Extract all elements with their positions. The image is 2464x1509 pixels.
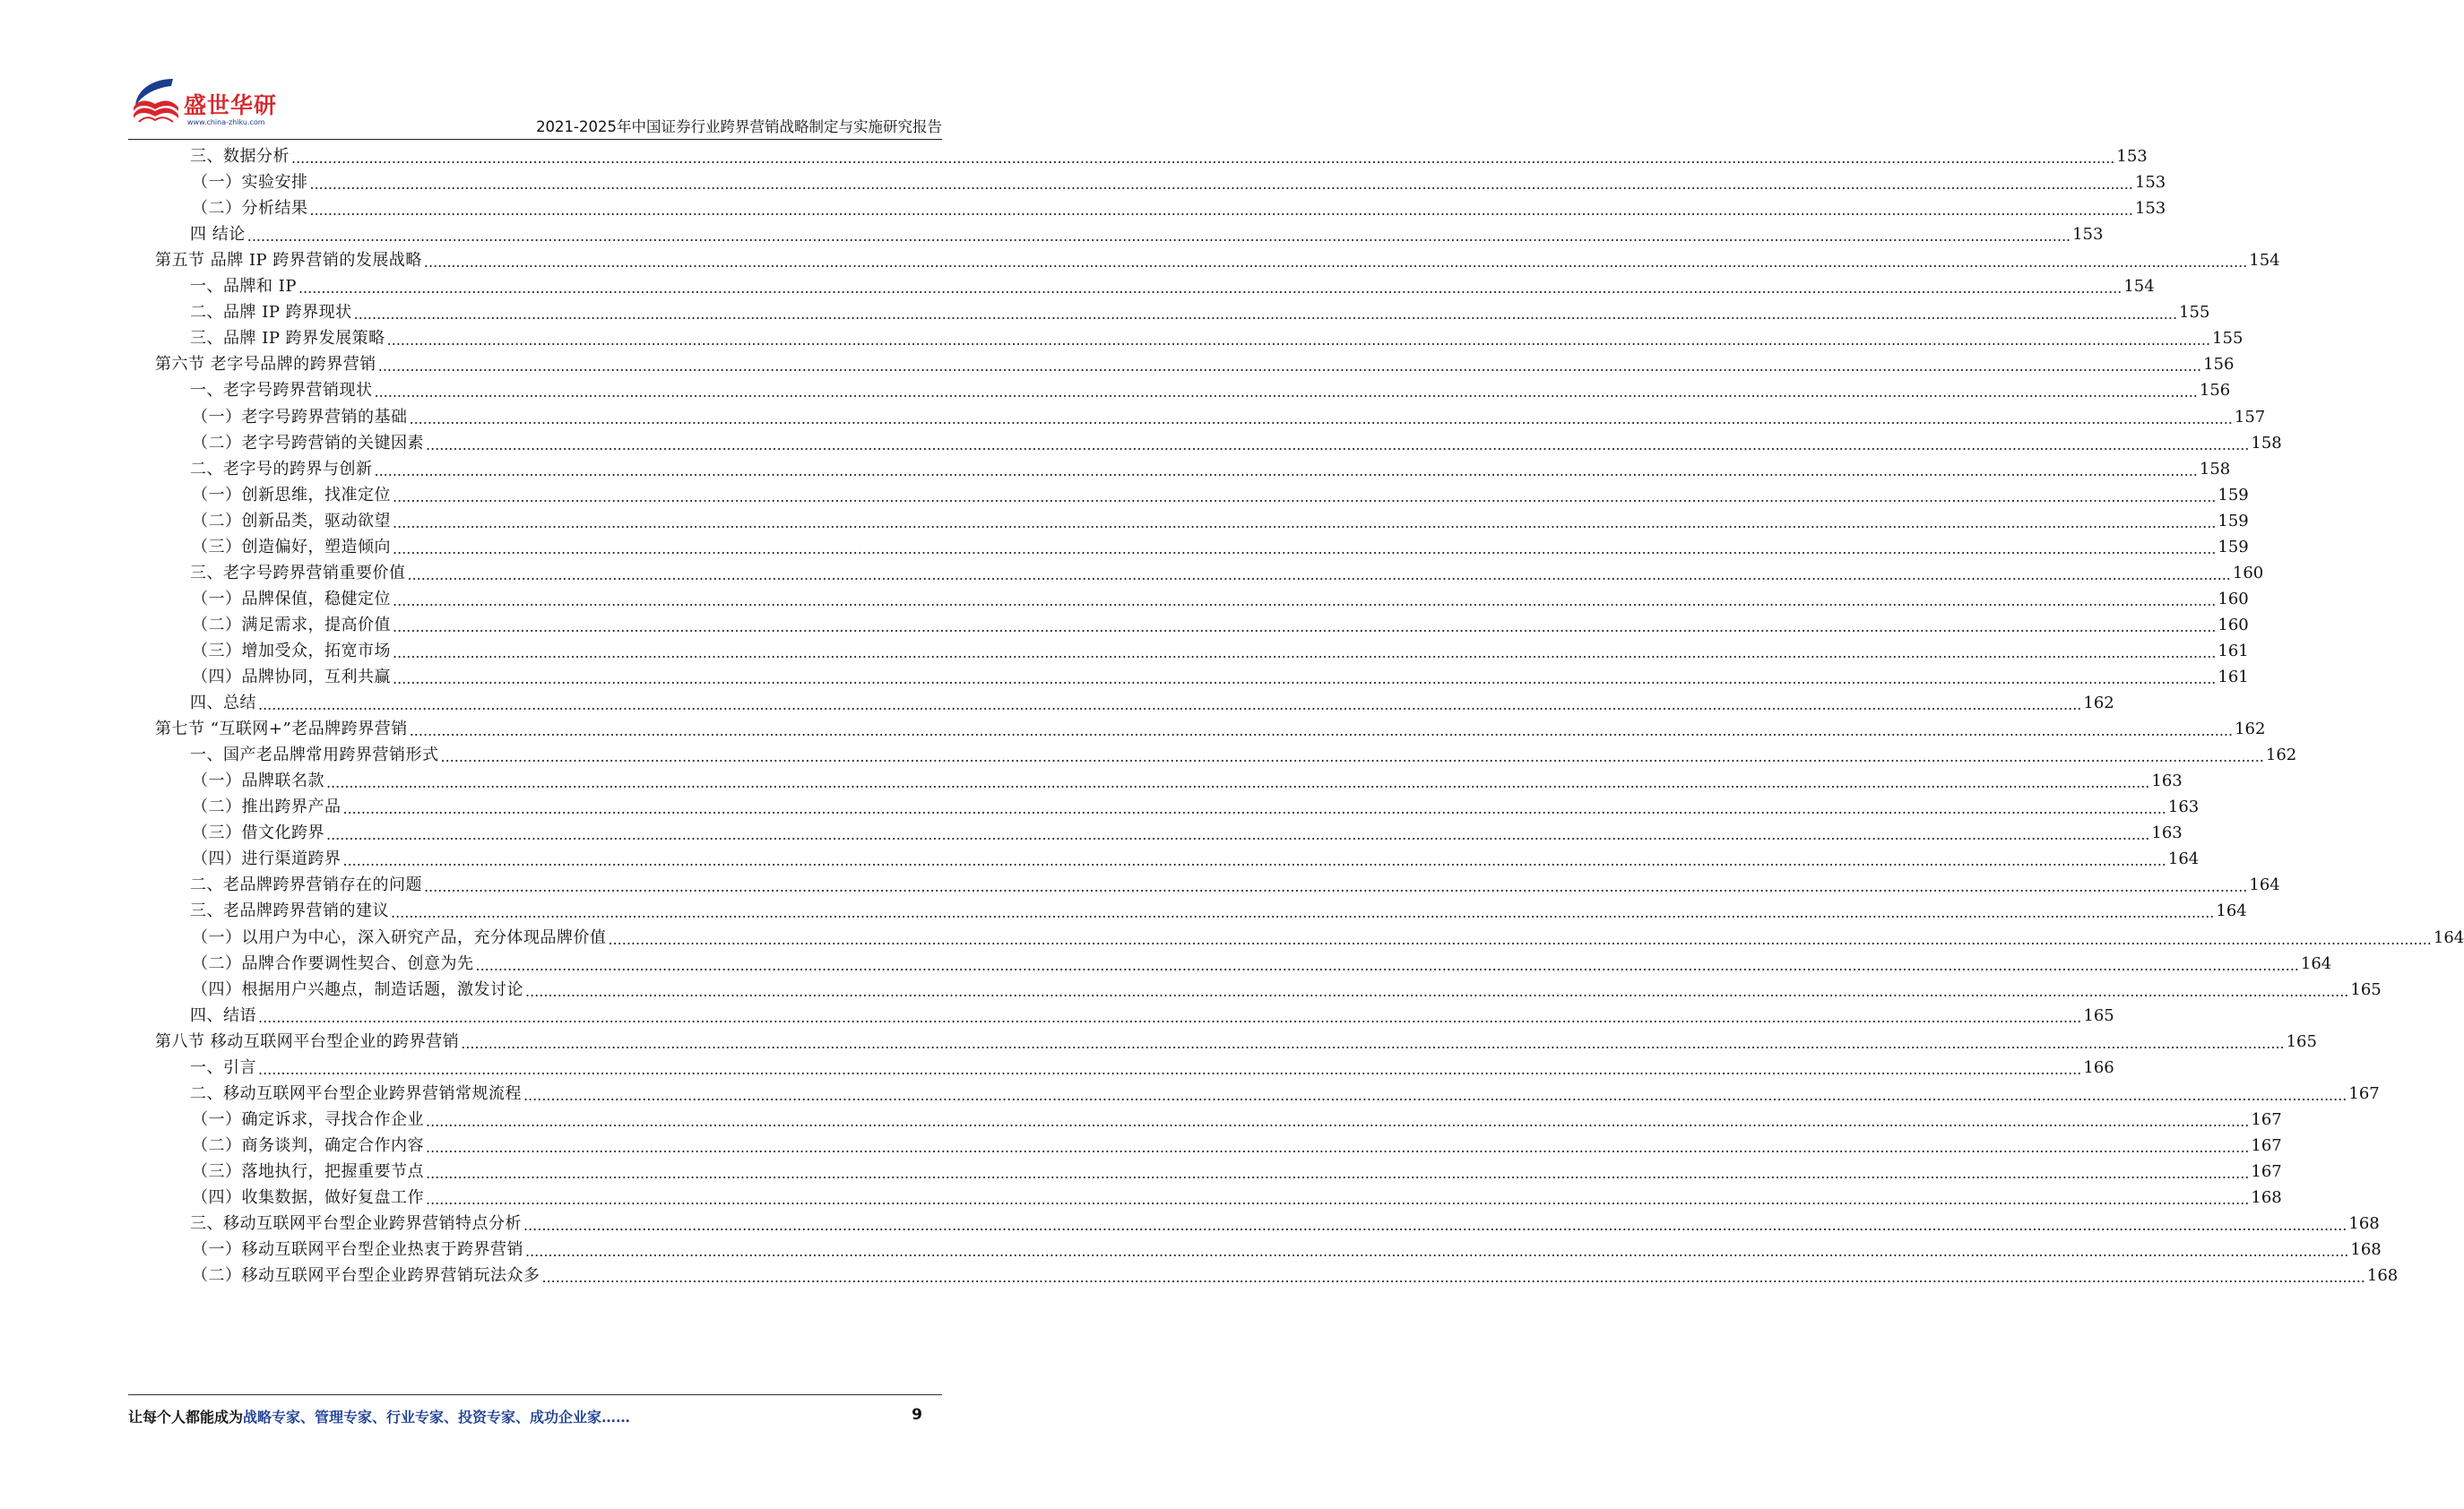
toc-entry-title: （二）创新品类，驱动欲望 xyxy=(192,511,391,530)
toc-entry[interactable] xyxy=(155,350,2235,378)
toc-entry[interactable] xyxy=(190,324,2244,352)
toc-leader-dots: ................................................................................................................................................................................................................................................................................................................................................................................................................ xyxy=(393,539,2217,557)
toc-entry-page: 153 xyxy=(2134,199,2166,219)
toc-entry-title: （三）创造偏好，塑造倾向 xyxy=(192,537,391,556)
toc-entry-title: 三、移动互联网平台型企业跨界营销特点分析 xyxy=(190,1214,522,1234)
toc-entry[interactable] xyxy=(190,298,2210,326)
toc-entry-page: 168 xyxy=(2366,1266,2399,1286)
toc-entry[interactable] xyxy=(192,1262,2399,1289)
toc-entry-page: 162 xyxy=(2235,720,2266,739)
toc-entry[interactable] xyxy=(192,845,2200,873)
toc-entry-title: （三）借文化跨界 xyxy=(192,823,324,843)
toc-leader-dots: ................................................................................................................................................................................................................................................................................................................................................................................................................ xyxy=(525,982,2349,1000)
company-logo xyxy=(128,75,285,138)
toc-entry-page: 167 xyxy=(2251,1135,2282,1155)
toc-entry[interactable] xyxy=(190,376,2231,404)
toc-entry[interactable] xyxy=(192,194,2166,222)
toc-entry-page: 161 xyxy=(2218,668,2249,686)
toc-leader-dots: ................................................................................................................................................................................................................................................................................................................................................................................................................ xyxy=(326,774,2150,792)
toc-entry-title: 三、老品牌跨界营销的建议 xyxy=(190,901,389,921)
toc-leader-dots: ................................................................................................................................................................................................................................................................................................................................................................................................................ xyxy=(407,565,2231,583)
toc-entry[interactable] xyxy=(192,585,2249,613)
toc-entry[interactable] xyxy=(192,819,2183,847)
toc-leader-dots: ................................................................................................................................................................................................................................................................................................................................................................................................................ xyxy=(409,722,2234,740)
toc-entry[interactable] xyxy=(192,1236,2382,1263)
toc-entry[interactable] xyxy=(155,246,2280,274)
toc-entry[interactable] xyxy=(190,871,2280,899)
toc-leader-dots: ................................................................................................................................................................................................................................................................................................................................................................................................................ xyxy=(393,591,2217,609)
toc-entry-page: 164 xyxy=(2249,875,2280,895)
toc-entry-title: 三、品牌 IP 跨界发展策略 xyxy=(190,329,385,349)
page-header xyxy=(128,70,942,142)
toc-entry-page: 166 xyxy=(2083,1057,2114,1077)
toc-entry-title: （四）根据用户兴趣点，制造话题，激发讨论 xyxy=(192,979,523,999)
toc-entry-page: 167 xyxy=(2251,1161,2282,1181)
toc-leader-dots: ................................................................................................................................................................................................................................................................................................................................................................................................................ xyxy=(423,254,2248,272)
toc-entry-page: 157 xyxy=(2234,407,2266,427)
toc-leader-dots: ................................................................................................................................................................................................................................................................................................................................................................................................................ xyxy=(475,956,2299,974)
toc-entry-title: （二）商务谈判，确定合作内容 xyxy=(192,1135,424,1155)
toc-entry-title: （二）满足需求，提高价值 xyxy=(192,615,391,634)
toc-entry[interactable] xyxy=(190,455,2231,483)
toc-leader-dots: ................................................................................................................................................................................................................................................................................................................................................................................................................ xyxy=(426,1164,2250,1182)
toc-leader-dots: ................................................................................................................................................................................................................................................................................................................................................................................................................ xyxy=(374,461,2198,479)
toc-entry-page: 158 xyxy=(2199,459,2231,479)
toc-entry[interactable] xyxy=(192,767,2183,795)
toc-entry-page: 165 xyxy=(2083,1005,2114,1025)
toc-leader-dots: ................................................................................................................................................................................................................................................................................................................................................................................................................ xyxy=(393,643,2217,661)
toc-leader-dots: ................................................................................................................................................................................................................................................................................................................................................................................................................ xyxy=(386,332,2211,349)
toc-leader-dots: ................................................................................................................................................................................................................................................................................................................................................................................................................ xyxy=(374,384,2198,401)
toc-entry-title: （二）老字号跨营销的关键因素 xyxy=(192,433,424,453)
toc-leader-dots: ................................................................................................................................................................................................................................................................................................................................................................................................................ xyxy=(258,1008,2082,1026)
logo-url: www.china-zhiku.com xyxy=(187,118,265,126)
toc-leader-dots: ................................................................................................................................................................................................................................................................................................................................................................................................................ xyxy=(541,1269,2365,1287)
toc-leader-dots: ................................................................................................................................................................................................................................................................................................................................................................................................................ xyxy=(424,878,2248,896)
toc-leader-dots: ................................................................................................................................................................................................................................................................................................................................................................................................................ xyxy=(409,410,2233,427)
toc-entry[interactable] xyxy=(190,741,2297,769)
toc-entry-page: 156 xyxy=(2199,381,2231,401)
toc-entry[interactable] xyxy=(190,272,2155,300)
toc-entry[interactable] xyxy=(190,1080,2380,1108)
toc-entry-page: 156 xyxy=(2203,355,2235,375)
toc-entry-title: 二、老字号的跨界与创新 xyxy=(190,459,373,479)
toc-leader-dots: ................................................................................................................................................................................................................................................................................................................................................................................................................ xyxy=(393,487,2217,505)
toc-entry[interactable] xyxy=(155,1028,2317,1056)
toc-entry-page: 154 xyxy=(2123,277,2155,297)
toc-entry-page: 155 xyxy=(2212,329,2244,349)
toc-entry-title: （一）品牌联名款 xyxy=(192,772,324,791)
toc-entry-title: 第五节 品牌 IP 跨界营销的发展战略 xyxy=(155,251,422,271)
header-divider xyxy=(128,139,942,140)
logo-name: 盛世华研 xyxy=(184,92,278,118)
toc-entry-page: 153 xyxy=(2072,225,2104,245)
toc-entry-title: （四）品牌协同，互利共赢 xyxy=(192,668,391,686)
toc-entry-title: （一）移动互联网平台型企业热衷于跨界营销 xyxy=(192,1240,523,1260)
toc-entry[interactable] xyxy=(192,1106,2282,1134)
toc-entry-page: 162 xyxy=(2265,746,2297,765)
logo-book-icon xyxy=(128,75,184,131)
toc-entry-page: 168 xyxy=(2350,1240,2382,1260)
toc-entry[interactable] xyxy=(192,924,2464,952)
toc-entry[interactable] xyxy=(190,1054,2114,1082)
toc-entry-title: （一）确定诉求，寻找合作企业 xyxy=(192,1109,424,1129)
slogan-prefix: 让每个人都能成为 xyxy=(128,1409,244,1426)
toc-leader-dots: ................................................................................................................................................................................................................................................................................................................................................................................................................ xyxy=(291,150,2115,167)
toc-entry[interactable] xyxy=(192,793,2200,821)
toc-entry[interactable] xyxy=(192,507,2249,535)
toc-entry-page: 165 xyxy=(2350,979,2382,999)
toc-entry-title: 一、引言 xyxy=(190,1057,256,1077)
toc-entry-page: 164 xyxy=(2216,901,2247,921)
toc-leader-dots: ................................................................................................................................................................................................................................................................................................................................................................................................................ xyxy=(246,228,2071,246)
toc-entry-title: 二、品牌 IP 跨界现状 xyxy=(190,303,352,323)
toc-entry-title: （三）增加受众，拓宽市场 xyxy=(192,641,391,660)
toc-entry-title: 一、品牌和 IP xyxy=(190,277,297,297)
toc-entry-title: 一、老字号跨界营销现状 xyxy=(190,381,373,401)
toc-entry-page: 163 xyxy=(2151,823,2183,843)
toc-leader-dots: ................................................................................................................................................................................................................................................................................................................................................................................................................ xyxy=(426,435,2250,453)
toc-entry-page: 164 xyxy=(2167,849,2200,869)
toc-entry-page: 159 xyxy=(2218,537,2249,556)
toc-entry[interactable] xyxy=(192,637,2249,665)
toc-entry-title: （四）进行渠道跨界 xyxy=(192,849,342,869)
toc-entry[interactable] xyxy=(190,897,2247,925)
toc-entry[interactable] xyxy=(192,1132,2282,1160)
toc-leader-dots: ................................................................................................................................................................................................................................................................................................................................................................................................................ xyxy=(393,670,2217,687)
toc-entry-page: 168 xyxy=(2348,1214,2380,1234)
toc-leader-dots: ................................................................................................................................................................................................................................................................................................................................................................................................................ xyxy=(461,1034,2285,1052)
toc-entry-title: 第六节 老字号品牌的跨界营销 xyxy=(155,355,376,375)
toc-entry-page: 167 xyxy=(2251,1109,2282,1129)
toc-leader-dots: ................................................................................................................................................................................................................................................................................................................................................................................................................ xyxy=(426,1138,2250,1156)
toc-entry-title: 一、国产老品牌常用跨界营销形式 xyxy=(190,746,439,765)
toc-entry-page: 168 xyxy=(2251,1188,2282,1207)
toc-entry-page: 164 xyxy=(2433,927,2464,947)
toc-entry-page: 160 xyxy=(2218,589,2249,608)
toc-leader-dots: ................................................................................................................................................................................................................................................................................................................................................................................................................ xyxy=(298,280,2122,297)
toc-leader-dots: ................................................................................................................................................................................................................................................................................................................................................................................................................ xyxy=(309,176,2133,194)
toc-leader-dots: ................................................................................................................................................................................................................................................................................................................................................................................................................ xyxy=(342,800,2166,818)
toc-entry-title: （二）分析结果 xyxy=(192,199,308,219)
toc-leader-dots: ................................................................................................................................................................................................................................................................................................................................................................................................................ xyxy=(525,1243,2349,1261)
toc-leader-dots: ................................................................................................................................................................................................................................................................................................................................................................................................................ xyxy=(258,696,2082,714)
toc-entry-title: 第七节 “互联网+”老品牌跨界营销 xyxy=(155,720,408,739)
toc-entry-title: （一）创新思维，找准定位 xyxy=(192,485,391,504)
toc-entry[interactable] xyxy=(192,976,2382,1004)
toc-entry[interactable] xyxy=(192,481,2249,509)
page-footer xyxy=(128,1406,942,1433)
toc-entry-title: （一）老字号跨界营销的基础 xyxy=(192,407,408,427)
toc-entry-title: （四）收集数据，做好复盘工作 xyxy=(192,1188,424,1207)
toc-entry[interactable] xyxy=(192,168,2166,196)
toc-entry[interactable] xyxy=(192,429,2282,457)
toc-entry-page: 153 xyxy=(2134,173,2166,193)
toc-entry-page: 161 xyxy=(2218,641,2249,660)
toc-leader-dots: ................................................................................................................................................................................................................................................................................................................................................................................................................ xyxy=(608,930,2432,948)
toc-entry-title: （一）实验安排 xyxy=(192,173,308,193)
toc-entry[interactable] xyxy=(192,403,2266,431)
toc-entry-page: 163 xyxy=(2167,798,2200,817)
toc-entry-page: 159 xyxy=(2218,511,2249,530)
toc-leader-dots: ................................................................................................................................................................................................................................................................................................................................................................................................................ xyxy=(393,513,2217,531)
toc-entry[interactable] xyxy=(192,663,2249,691)
toc-entry[interactable] xyxy=(192,1158,2282,1186)
toc-leader-dots: ................................................................................................................................................................................................................................................................................................................................................................................................................ xyxy=(342,852,2166,870)
toc-entry[interactable] xyxy=(190,142,2148,170)
toc-entry[interactable] xyxy=(192,611,2249,639)
toc-entry[interactable] xyxy=(190,1210,2380,1237)
toc-leader-dots: ................................................................................................................................................................................................................................................................................................................................................................................................................ xyxy=(353,306,2178,323)
toc-entry[interactable] xyxy=(190,689,2114,717)
toc-entry[interactable] xyxy=(155,715,2266,743)
toc-entry-title: 四、总结 xyxy=(190,694,256,713)
toc-leader-dots: ................................................................................................................................................................................................................................................................................................................................................................................................................ xyxy=(426,1191,2250,1208)
slogan-highlight: 战略专家、管理专家、行业专家、投资专家、成功企业家…… xyxy=(243,1409,631,1426)
toc-entry[interactable] xyxy=(190,1002,2114,1030)
toc-entry-title: （二）品牌合作要调性契合、创意为先 xyxy=(192,953,474,973)
toc-entry-page: 164 xyxy=(2300,953,2332,973)
footer-divider xyxy=(128,1394,942,1395)
toc-entry-page: 159 xyxy=(2218,485,2249,504)
toc-entry-title: 三、老字号跨界营销重要价值 xyxy=(190,563,406,582)
footer-slogan xyxy=(128,1406,630,1427)
toc-leader-dots: ................................................................................................................................................................................................................................................................................................................................................................................................................ xyxy=(258,1060,2082,1078)
toc-leader-dots: ................................................................................................................................................................................................................................................................................................................................................................................................................ xyxy=(523,1086,2347,1104)
toc-entry-title: （一）品牌保值，稳健定位 xyxy=(192,589,391,608)
toc-leader-dots: ................................................................................................................................................................................................................................................................................................................................................................................................................ xyxy=(377,358,2202,375)
toc-leader-dots: ................................................................................................................................................................................................................................................................................................................................................................................................................ xyxy=(326,826,2150,844)
toc-entry-title: 二、老品牌跨界营销存在的问题 xyxy=(190,875,422,895)
toc-entry-title: （二）移动互联网平台型企业跨界营销玩法众多 xyxy=(192,1266,540,1286)
toc-leader-dots: ................................................................................................................................................................................................................................................................................................................................................................................................................ xyxy=(440,748,2264,766)
toc-entry-page: 163 xyxy=(2151,772,2183,791)
toc-entry-page: 155 xyxy=(2179,303,2210,323)
toc-entry-title: （二）推出跨界产品 xyxy=(192,798,342,817)
toc-leader-dots: ................................................................................................................................................................................................................................................................................................................................................................................................................ xyxy=(426,1112,2250,1130)
toc-entry-title: 四、结语 xyxy=(190,1005,256,1025)
toc-entry-page: 167 xyxy=(2348,1083,2380,1103)
toc-entry-title: 第八节 移动互联网平台型企业的跨界营销 xyxy=(155,1031,460,1051)
toc-entry[interactable] xyxy=(192,1184,2282,1212)
toc-entry[interactable] xyxy=(190,220,2104,248)
toc-leader-dots: ................................................................................................................................................................................................................................................................................................................................................................................................................ xyxy=(393,617,2217,635)
toc-entry-page: 162 xyxy=(2083,694,2114,713)
toc-entry-title: 二、移动互联网平台型企业跨界营销常规流程 xyxy=(190,1083,522,1103)
toc-leader-dots: ................................................................................................................................................................................................................................................................................................................................................................................................................ xyxy=(523,1217,2347,1235)
toc-entry-page: 160 xyxy=(2232,563,2264,582)
toc-entry[interactable] xyxy=(192,533,2249,561)
toc-leader-dots: ................................................................................................................................................................................................................................................................................................................................................................................................................ xyxy=(309,202,2133,220)
toc-entry-page: 154 xyxy=(2249,251,2280,271)
toc-entry-page: 165 xyxy=(2286,1031,2317,1051)
toc-entry-page: 160 xyxy=(2218,615,2249,634)
toc-entry-title: 三、数据分析 xyxy=(190,147,290,166)
toc-entry-title: （一）以用户为中心，深入研究产品，充分体现品牌价值 xyxy=(192,927,607,947)
toc-entry[interactable] xyxy=(192,950,2332,978)
toc-entry-title: 四 结论 xyxy=(190,225,246,245)
toc-entry-page: 158 xyxy=(2251,433,2282,453)
page-number: 9 xyxy=(912,1406,922,1424)
toc-entry[interactable] xyxy=(190,559,2264,587)
toc-entry-page: 153 xyxy=(2116,147,2148,166)
toc-entry-title: （三）落地执行，把握重要节点 xyxy=(192,1161,424,1181)
document-title: 2021-2025年中国证券行业跨界营销战略制定与实施研究报告 xyxy=(536,118,942,135)
toc-leader-dots: ................................................................................................................................................................................................................................................................................................................................................................................................................ xyxy=(391,904,2215,922)
